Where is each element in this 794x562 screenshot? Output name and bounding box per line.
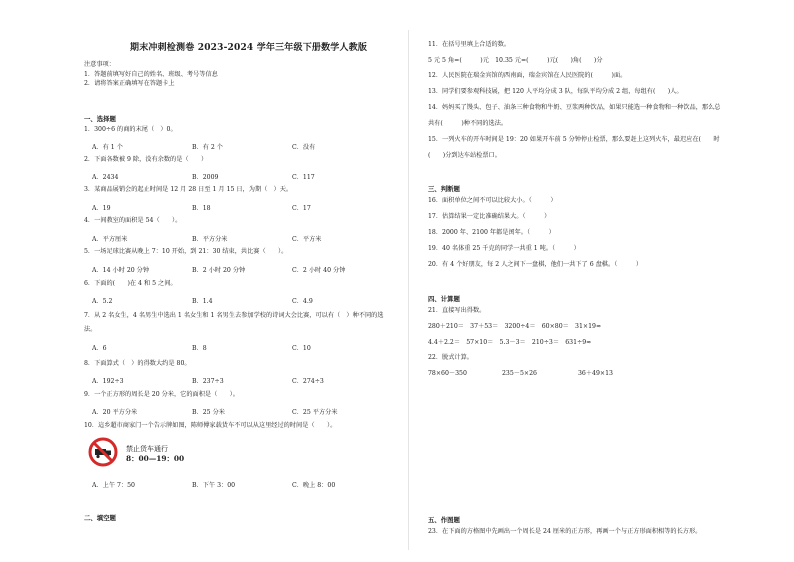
q6-text: 6．下面的( )在 4 和 5 之间。 (84, 280, 177, 287)
exam-title: 期末冲刺检测卷 2023-2024 学年三年级下册数学人教版 (130, 43, 368, 53)
calc-expr-1: 78×60－350 (428, 370, 467, 377)
q8-text: 8．下面算式（ ）的得数大约是 80。 (84, 360, 191, 367)
q20-text: 20．有 4 个好朋友，每 2 人之间下一盘棋，他们一共下了 6 盘棋。（ ） (428, 261, 643, 268)
section4-heading: 四、计算题 (428, 295, 460, 303)
no-trucks-sign-icon (88, 437, 118, 467)
q21-text: 21．直接写出得数。 (428, 307, 486, 314)
q11-blanks: 5 元 5 角=( )元 10.35 元=( )元( )角( )分 (428, 57, 603, 64)
section5-heading: 五、作图题 (428, 516, 460, 524)
section3-heading: 三、判断题 (428, 185, 460, 193)
q17-text: 17．估算结果一定比准确结果大。（ ） (428, 213, 551, 220)
q1-text: 1．300÷6 的商的末尾（ ）0。 (84, 126, 177, 133)
q23-text: 23．在下面的方格图中先画出一个周长是 24 厘米的正方形，再画一个与正方形面积相等的长方形。 (428, 528, 702, 535)
q4-option-b: B．平方分米 (192, 236, 228, 243)
q8-option-c: C．274÷3 (292, 378, 324, 385)
q8-option-b: B．237÷3 (192, 378, 224, 385)
q9-option-a: A．20 平方分米 (92, 409, 138, 416)
q2-option-c: C．117 (292, 174, 315, 181)
q16-text: 16．面积单位之间不可以比较大小。（ ） (428, 197, 557, 204)
q15-text-cont: ( )分到达车站检票口。 (428, 152, 501, 159)
calc-row-1: 280＋210＝ 37＋53＝ 3200÷4＝ 60×80＝ 31×19≈ (428, 323, 602, 330)
q12-text: 12．人民医院在瑞金宾馆的西南面，瑞金宾馆在人民医院的( )面。 (428, 72, 627, 79)
q10-option-c: C．晚上 8：00 (292, 482, 336, 489)
q7-option-a: A．6 (92, 345, 107, 352)
q6-option-c: C．4.9 (292, 298, 313, 305)
q7-option-c: C．10 (292, 345, 311, 352)
q5-option-c: C．2 小时 40 分钟 (292, 267, 346, 274)
q6-option-a: A．5.2 (92, 298, 113, 305)
q9-option-c: C．25 平方分米 (292, 409, 338, 416)
q10-option-b: B．下午 3：00 (192, 482, 236, 489)
q13-text: 13．同学们要参观科技展，把 120 人平均分成 3 队，每队平均分成 2 组，每组有( )人。 (428, 88, 683, 95)
sign-text (126, 444, 184, 464)
q10-text: 10．這乡超市商家门一个告示牌如图，陈师傅家载货车不可以从这里经过的时间是（ ）。 (84, 422, 337, 429)
q3-option-b: B．18 (192, 205, 211, 212)
q10-option-a: A．上午 7：50 (92, 482, 135, 489)
q8-option-a: A．192÷3 (92, 378, 124, 385)
q7-text-cont: 法。 (84, 326, 97, 333)
sign-line-1: 禁止货车通行 (126, 445, 168, 453)
q6-option-b: B．1.4 (192, 298, 213, 305)
q3-option-c: C．17 (292, 205, 311, 212)
q7-text: 7．从 2 名女生，4 名男生中选出 1 名女生和 1 名男生去参加学校的诗词大会比赛，可以有（ ）种不同的选 (84, 312, 384, 319)
q11-text: 11．在括号里填上合适的数。 (428, 41, 511, 48)
q2-option-b: B．2009 (192, 174, 219, 181)
q22-text: 22．脱式计算。 (428, 354, 473, 361)
q9-option-b: B．25 分米 (192, 409, 225, 416)
sign-line-2: 8：00—19：00 (126, 454, 185, 463)
q5-text: 5．一场足球比赛从晚上 7：10 开始，到 21：30 结束，共比赛（ ）。 (84, 248, 288, 255)
column-divider (408, 30, 409, 550)
q2-text: 2．下面各数被 9 除，没有余数的是（ ） (84, 156, 208, 163)
notice-item-1: 1．答题前填写好自己的姓名、班级、考号等信息 (84, 71, 218, 78)
calc-row-2: 4.4＋2.2＝ 57×10＝ 5.3－3＝ 210÷3＝ 631÷9≈ (428, 339, 592, 346)
notice-item-2: 2．请将答案正确填写在答题卡上 (84, 80, 175, 87)
q14-text: 14．妈妈买了馒头、包子、油条三种食物和牛奶、豆浆两种饮品，如果只能选一种食物和一种饮品，那么总 (428, 104, 721, 111)
q4-option-a: A．平方厘米 (92, 236, 128, 243)
q3-text: 3．某商品展销会的起止时间是 12 月 28 日至 1 月 15 日，为期（ ）天。 (84, 186, 293, 193)
section1-heading: 一、选择题 (84, 115, 116, 123)
q5-option-b: B．2 小时 20 分钟 (192, 267, 246, 274)
q1-option-c: C．没有 (292, 144, 316, 151)
q1-option-b: B．有 2 个 (192, 144, 223, 151)
q7-option-b: B．8 (192, 345, 207, 352)
q3-option-a: A．19 (92, 205, 111, 212)
q19-text: 19．40 名体重 25 千克的同学一共重 1 吨。（ ） (428, 245, 580, 252)
calc-expr-3: 36＋49×13 (578, 370, 613, 377)
q18-text: 18．2000 年、2100 年都是闰年。（ ） (428, 229, 555, 236)
calc-expr-2: 235－5×26 (502, 370, 537, 377)
q1-option-a: A．有 1 个 (92, 144, 123, 151)
section2-heading: 二、填空题 (84, 514, 116, 522)
q14-text-cont: 共有( )种不同的选法。 (428, 120, 508, 127)
q15-text: 15．一列火车的开车时间是 19：20 如果开车前 5 分钟停止检票，那么要赶上这列火车，最迟应在( 时 (428, 136, 720, 143)
q4-text: 4．一间教室的面积是 54（ ）。 (84, 217, 182, 224)
q2-option-a: A．2434 (92, 174, 119, 181)
q5-option-a: A．14 小时 20 分钟 (92, 267, 150, 274)
notice-heading: 注意事项： (84, 61, 115, 68)
q4-option-c: C．平方米 (292, 236, 322, 243)
q9-text: 9．一个正方形的周长是 20 分米，它的面积是（ ）。 (84, 391, 239, 398)
